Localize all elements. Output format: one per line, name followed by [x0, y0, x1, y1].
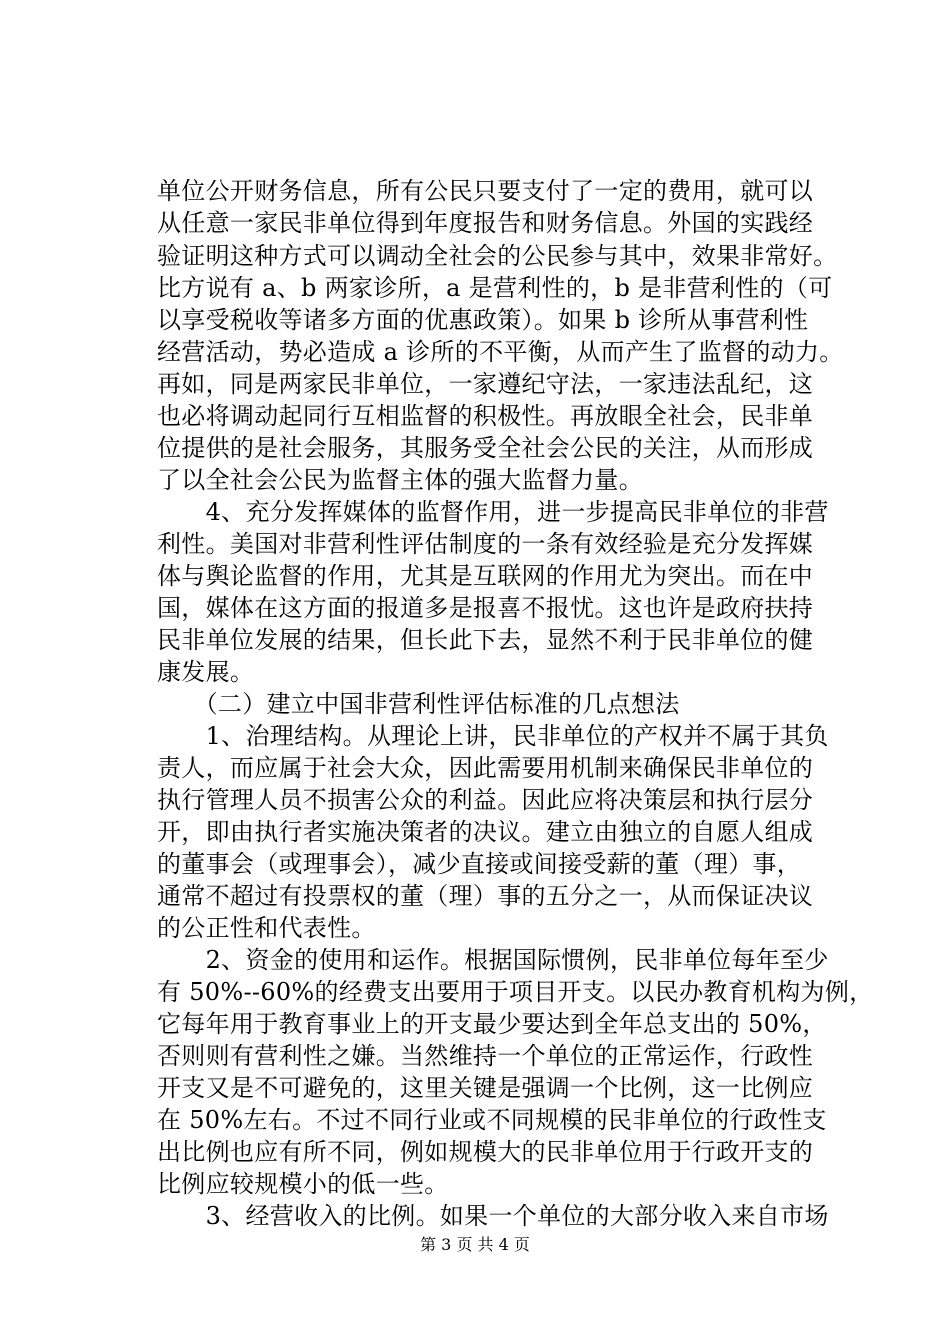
text-line: 以享受税收等诸多方面的优惠政策）。如果 b 诊所从事营利性: [157, 306, 809, 334]
text-line: 民非单位发展的结果，但长此下去，显然不利于民非单位的健: [157, 626, 814, 654]
text-line: 有 50%--60%的经费支出要用于项目开支。以民办教育机构为例，: [157, 978, 874, 1006]
text-line: 的公正性和代表性。: [157, 914, 376, 942]
text-line: 利性。美国对非营利性评估制度的一条有效经验是充分发挥媒: [157, 530, 814, 558]
text-line: 了以全社会公民为监督主体的强大监督力量。: [157, 466, 643, 494]
text-line: 在 50%左右。不过不同行业或不同规模的民非单位的行政性支: [157, 1106, 827, 1134]
text-line: 的董事会（或理事会），减少直接或间接受薪的董（理）事，: [157, 850, 802, 878]
text-line: 单位公开财务信息，所有公民只要支付了一定的费用，就可以: [157, 177, 814, 205]
text-line: 开，即由执行者实施决策者的决议。建立由独立的自愿人组成: [157, 818, 814, 846]
text-line: 体与舆论监督的作用，尤其是互联网的作用尤为突出。而在中: [157, 562, 814, 590]
text-line: 比方说有 a、b 两家诊所，a 是营利性的，b 是非营利性的（可: [157, 274, 833, 302]
text-line: 4、充分发挥媒体的监督作用，进一步提高民非单位的非营: [157, 498, 829, 526]
text-line: 否则则有营利性之嫌。当然维持一个单位的正常运作，行政性: [157, 1042, 814, 1070]
text-line: 比例应较规模小的低一些。: [157, 1170, 449, 1198]
text-line: 再如，同是两家民非单位，一家遵纪守法，一家违法乱纪，这: [157, 370, 814, 398]
text-line: 经营活动，势必造成 a 诊所的不平衡，从而产生了监督的动力。: [157, 338, 844, 366]
text-line: 也必将调动起同行互相监督的积极性。再放眼全社会，民非单: [157, 402, 814, 430]
text-line: 2、资金的使用和运作。根据国际惯例，民非单位每年至少: [157, 946, 829, 974]
page-number: 第 3 页 共 4 页: [420, 1235, 530, 1254]
section-heading: （二）建立中国非营利性评估标准的几点想法: [157, 690, 680, 718]
text-line: 验证明这种方式可以调动全社会的公民参与其中，效果非常好。: [157, 242, 838, 270]
text-line: 出比例也应有所不同，例如规模大的民非单位用于行政开支的: [157, 1138, 814, 1166]
text-line: 责人，而应属于社会大众，因此需要用机制来确保民非单位的: [157, 754, 814, 782]
text-line: 从任意一家民非单位得到年度报告和财务信息。外国的实践经: [157, 209, 814, 237]
text-line: 位提供的是社会服务，其服务受全社会公民的关注，从而形成: [157, 434, 814, 462]
text-line: 通常不超过有投票权的董（理）事的五分之一，从而保证决议: [157, 882, 814, 910]
text-line: 开支又是不可避免的，这里关键是强调一个比例，这一比例应: [157, 1074, 814, 1102]
text-line: 1、治理结构。从理论上讲，民非单位的产权并不属于其负: [157, 722, 829, 750]
text-line: 康发展。: [157, 658, 255, 686]
text-line: 它每年用于教育事业上的开支最少要达到全年总支出的 50%，: [157, 1010, 827, 1038]
text-line: 执行管理人员不损害公众的利益。因此应将决策层和执行层分: [157, 786, 814, 814]
text-line: 国，媒体在这方面的报道多是报喜不报忧。这也许是政府扶持: [157, 594, 814, 622]
text-line: 3、经营收入的比例。如果一个单位的大部分收入来自市场: [157, 1202, 829, 1230]
